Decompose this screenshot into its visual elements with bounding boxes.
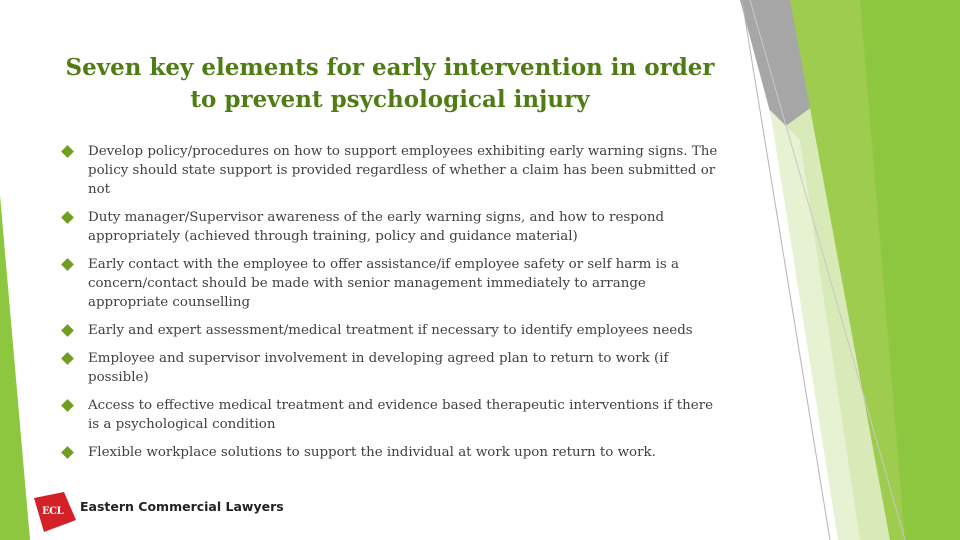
bullet-text: Early contact with the employee to offer assistance/if employee safety or self harm is a concern/contact should be made with senior management immediately to arrange appropriate counselling — [88, 257, 680, 310]
list-item — [62, 349, 722, 387]
diamond-bullet-icon — [61, 352, 74, 365]
bullet-text: Develop policy/procedures on how to support employees exhibiting early warning signs. The policy should state support is provided regardless of whether a claim has been submitted or not — [88, 144, 718, 197]
bullet-text: Early and expert assessment/medical treatment if necessary to identify employees needs — [88, 323, 693, 338]
diamond-bullet-icon — [61, 145, 74, 158]
bullet-list — [62, 142, 722, 471]
bullet-text: Duty manager/Supervisor awareness of the early warning signs, and how to respond appropriately (achieved through training, policy and guidance material) — [88, 210, 665, 244]
list-item — [62, 142, 722, 199]
bullet-text: Access to effective medical treatment and evidence based therapeutic interventions if there is a psychological condition — [88, 398, 714, 432]
list-item — [62, 255, 722, 312]
slide-title: Seven key elements for early intervention in order to prevent psychological injury — [65, 54, 715, 113]
list-item — [62, 396, 722, 434]
list-item — [62, 321, 722, 340]
diamond-bullet-icon — [61, 399, 74, 412]
list-item — [62, 443, 722, 462]
diamond-bullet-icon — [61, 258, 74, 271]
left-green-sliver — [0, 195, 30, 540]
bullet-text: Employee and supervisor involvement in developing agreed plan to return to work (if possible) — [88, 351, 669, 385]
diamond-bullet-icon — [61, 211, 74, 224]
logo-mark-text: ECL — [42, 506, 64, 517]
diamond-bullet-icon — [61, 446, 74, 459]
logo-company-name: Eastern Commercial Lawyers — [80, 499, 284, 514]
company-logo — [34, 492, 284, 532]
bullet-text: Flexible workplace solutions to support the individual at work upon return to work. — [88, 445, 656, 460]
diamond-bullet-icon — [61, 324, 74, 337]
list-item — [62, 208, 722, 246]
